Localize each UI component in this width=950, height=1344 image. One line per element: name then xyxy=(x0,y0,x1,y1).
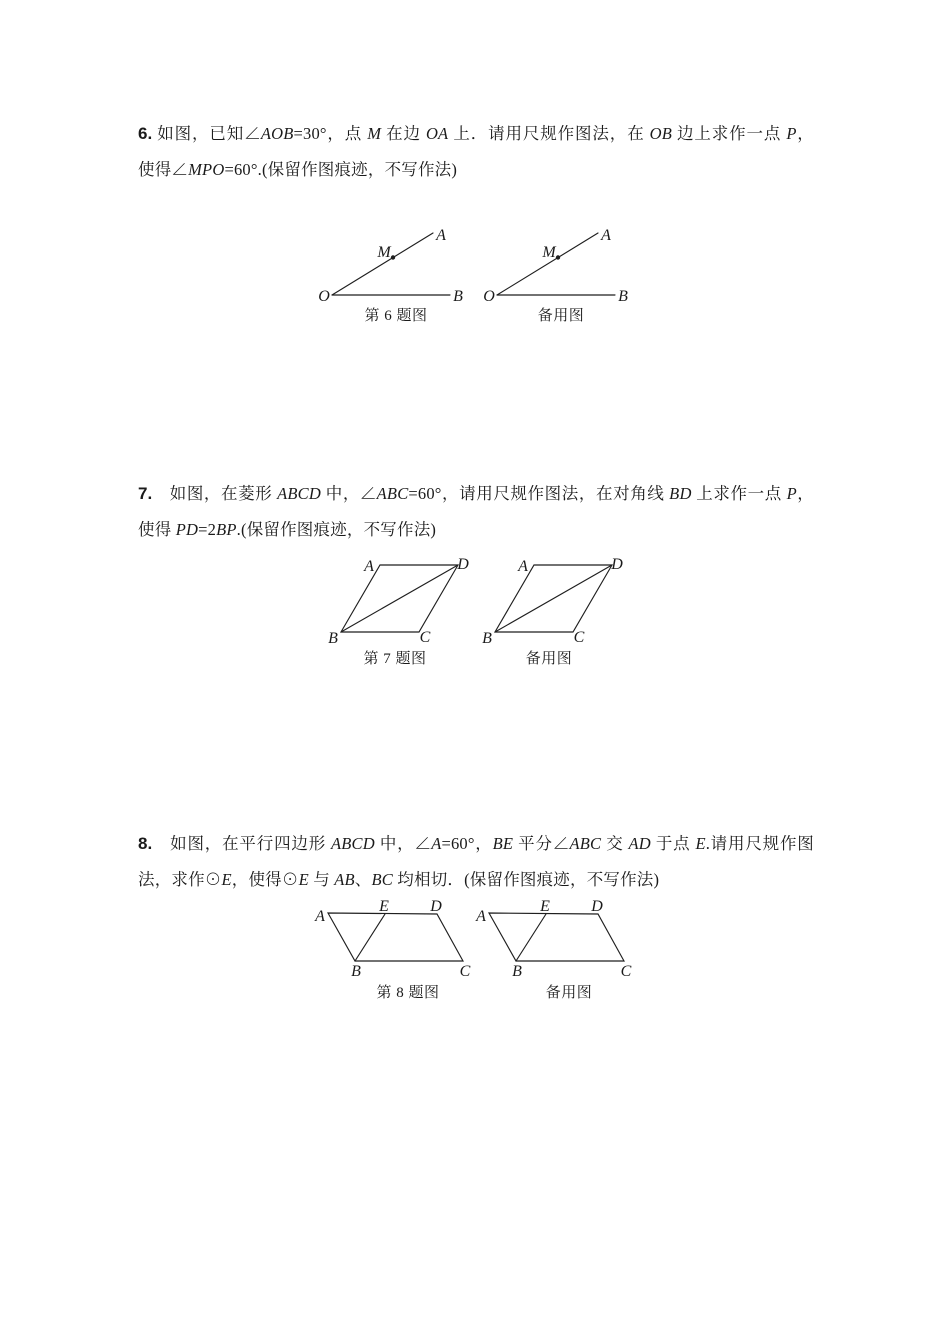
problem-6-line-1 xyxy=(138,116,814,152)
vertex-label-B: B xyxy=(453,288,463,305)
text-run: ，使得⊙ xyxy=(231,870,299,889)
vertex-label-A: A xyxy=(476,908,486,925)
vertex-label-O: O xyxy=(483,288,495,305)
text-run: 平分∠ xyxy=(513,834,570,853)
vertex-label-B: B xyxy=(351,963,361,980)
vertex-label-A: A xyxy=(518,558,528,575)
figure-caption: 第 6 题图 xyxy=(364,308,428,324)
text-run: 如图，已知∠ xyxy=(152,124,261,143)
problem-8-line-2 xyxy=(138,862,814,898)
figure-8-main xyxy=(305,895,490,1005)
diagonal-BD xyxy=(495,565,612,632)
math-symbol: M xyxy=(367,124,382,143)
math-symbol: OA xyxy=(425,124,449,143)
problem-number: 7. xyxy=(138,484,153,503)
figure-6-spare xyxy=(465,220,635,325)
problem-8-line-1 xyxy=(138,826,814,862)
vertex-label-B: B xyxy=(618,288,628,305)
text-run: =30°，点 xyxy=(293,124,368,143)
math-symbol: P xyxy=(786,124,797,143)
text-run: 边上求作一点 xyxy=(672,124,787,143)
text-run: 如图，在菱形 xyxy=(152,484,278,503)
math-symbol: E xyxy=(695,834,706,853)
figure-caption: 备用图 xyxy=(537,308,585,324)
math-symbol: AD xyxy=(628,834,651,853)
text-run: 交 xyxy=(601,834,629,853)
problem-7-line-1 xyxy=(138,476,814,512)
text-run: 法，求作⊙ xyxy=(138,870,222,889)
math-symbol: P xyxy=(786,484,797,503)
math-symbol: BE xyxy=(492,834,514,853)
text-run: =60°，请用尺规作图法，在对角线 xyxy=(408,484,670,503)
text-run: 使得 xyxy=(138,520,176,539)
vertex-label-C: C xyxy=(459,963,471,980)
math-symbol: AOB xyxy=(260,124,294,143)
math-symbol: A xyxy=(431,834,442,853)
bisector-BE xyxy=(516,914,546,961)
vertex-label-D: D xyxy=(611,556,623,573)
math-symbol: ABCD xyxy=(331,834,375,853)
text-run: 使得∠ xyxy=(138,160,189,179)
vertex-label-B: B xyxy=(328,630,338,647)
text-run: 均相切．(保留作图痕迹，不写作法) xyxy=(392,870,660,889)
math-symbol: AB xyxy=(334,870,355,889)
text-run: 上求作一点 xyxy=(691,484,787,503)
vertex-label-A: A xyxy=(364,558,374,575)
text-run: 在边 xyxy=(381,124,426,143)
math-symbol: BC xyxy=(371,870,393,889)
text-run: 中，∠ xyxy=(374,834,432,853)
parallelogram-ABCD xyxy=(328,913,463,961)
point-M-dot xyxy=(391,255,395,259)
vertex-label-O: O xyxy=(318,288,330,305)
math-symbol: ABC xyxy=(569,834,602,853)
vertex-label-C: C xyxy=(620,963,632,980)
vertex-label-A: A xyxy=(436,227,446,244)
text-run: 、 xyxy=(354,870,372,889)
vertex-label-B: B xyxy=(482,630,492,647)
problem-number: 6. xyxy=(138,124,153,143)
text-run: ， xyxy=(796,484,814,503)
parallelogram-ABCD xyxy=(489,913,624,961)
text-run: =2 xyxy=(198,520,217,539)
figure-6-main xyxy=(300,220,470,325)
ray-OA xyxy=(497,233,598,295)
vertex-label-C: C xyxy=(573,629,585,646)
bisector-BE xyxy=(355,914,385,961)
problem-8-text xyxy=(138,826,814,898)
math-symbol: BP xyxy=(216,520,237,539)
math-symbol: E xyxy=(221,870,232,889)
problem-7-text xyxy=(138,476,814,548)
math-symbol: OB xyxy=(649,124,672,143)
text-run: =60°， xyxy=(441,834,493,853)
text-run: .请用尺规作图 xyxy=(705,834,814,853)
problem-6-line-2 xyxy=(138,152,814,188)
figure-8-spare xyxy=(466,895,651,1005)
figure-7-spare xyxy=(479,550,639,670)
text-run: 上．请用尺规作图法，在 xyxy=(448,124,650,143)
math-symbol: ABC xyxy=(376,484,409,503)
text-run: 如图，在平行四边形 xyxy=(152,834,331,853)
text-run: 于点 xyxy=(650,834,696,853)
text-run: .(保留作图痕迹，不写作法) xyxy=(236,520,437,539)
diagonal-BD xyxy=(341,565,458,632)
math-symbol: E xyxy=(298,870,309,889)
text-run: ， xyxy=(796,124,814,143)
vertex-label-B: B xyxy=(512,963,522,980)
figure-caption: 备用图 xyxy=(545,985,593,1001)
vertex-label-D: D xyxy=(430,898,442,915)
vertex-label-D: D xyxy=(591,898,603,915)
figure-caption: 备用图 xyxy=(525,651,573,667)
math-symbol: BD xyxy=(669,484,692,503)
vertex-label-D: D xyxy=(457,556,469,573)
problem-6-text xyxy=(138,116,814,188)
math-symbol: PD xyxy=(175,520,199,539)
vertex-label-C: C xyxy=(419,629,431,646)
point-label-M: M xyxy=(377,244,391,261)
point-label-E: E xyxy=(379,898,389,915)
problem-number: 8. xyxy=(138,834,153,853)
point-M-dot xyxy=(556,255,560,259)
text-run: =60°.(保留作图痕迹，不写作法) xyxy=(224,160,458,179)
figure-caption: 第 7 题图 xyxy=(363,651,427,667)
problem-7-line-2 xyxy=(138,512,814,548)
vertex-label-A: A xyxy=(315,908,325,925)
text-run: 与 xyxy=(308,870,335,889)
point-label-M: M xyxy=(542,244,556,261)
vertex-label-A: A xyxy=(601,227,611,244)
figure-7-main xyxy=(325,550,485,670)
point-label-E: E xyxy=(540,898,550,915)
math-symbol: MPO xyxy=(188,160,225,179)
text-run: 中，∠ xyxy=(320,484,377,503)
figure-caption: 第 8 题图 xyxy=(376,985,440,1001)
ray-OA xyxy=(332,233,433,295)
math-symbol: ABCD xyxy=(277,484,321,503)
